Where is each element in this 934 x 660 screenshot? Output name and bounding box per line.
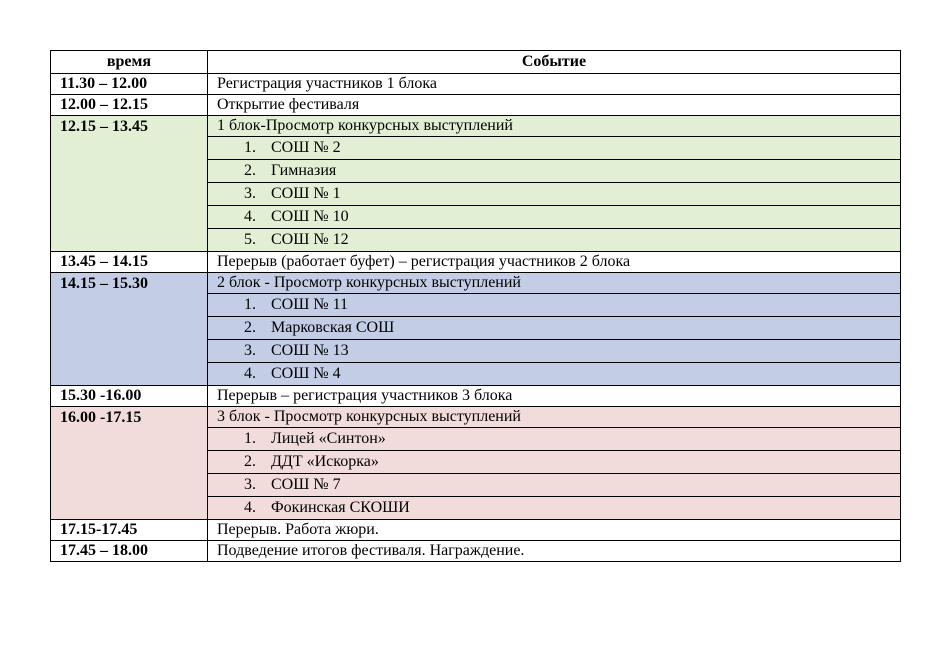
row-event: Перерыв (работает буфет) – регистрация участников 2 блока [208, 252, 901, 273]
item-name: СОШ № 12 [271, 231, 349, 248]
row-event: Регистрация участников 1 блока [208, 74, 901, 95]
item-name: ДДТ «Искорка» [271, 453, 379, 470]
item-name: Гимназия [271, 162, 337, 179]
item-number: 2. [244, 453, 256, 470]
item-name: СОШ № 1 [271, 185, 341, 202]
item-name: СОШ № 4 [271, 365, 341, 382]
block-3-title-row [51, 407, 901, 428]
item-name: СОШ № 10 [271, 208, 349, 225]
item-number: 1. [244, 296, 256, 313]
block-3-title: 3 блок - Просмотр конкурсных выступлений [208, 407, 901, 428]
item-number: 3. [244, 342, 256, 359]
block-2-title-row [51, 273, 901, 294]
row-time: 12.00 – 12.15 [51, 95, 208, 116]
item-name: СОШ № 7 [271, 476, 341, 493]
item-name: СОШ № 13 [271, 342, 349, 359]
block-3-time: 16.00 -17.15 [51, 407, 208, 520]
item-number: 1. [244, 430, 256, 447]
block-2-title: 2 блок - Просмотр конкурсных выступлений [208, 273, 901, 294]
item-number: 3. [244, 476, 256, 493]
item-name: Лицей «Синтон» [271, 430, 386, 447]
item-number: 3. [244, 185, 256, 202]
row-time: 17.45 – 18.00 [51, 541, 208, 562]
block-2-time: 14.15 – 15.30 [51, 273, 208, 386]
item-name: Фокинская СКОШИ [271, 499, 410, 516]
schedule-row [51, 74, 901, 95]
header-event: Событие [208, 51, 901, 74]
item-number: 5. [244, 231, 256, 248]
row-time: 13.45 – 14.15 [51, 252, 208, 273]
schedule-row [51, 95, 901, 116]
block-1-title-row [51, 116, 901, 137]
row-event: Открытие фестиваля [208, 95, 901, 116]
schedule-row [51, 252, 901, 273]
schedule-table [50, 50, 901, 562]
row-event: Подведение итогов фестиваля. Награждение. [208, 541, 901, 562]
block-1-title: 1 блок-Просмотр конкурсных выступлений [208, 116, 901, 137]
schedule-row [51, 386, 901, 407]
item-name: СОШ № 11 [271, 296, 349, 313]
header-row [51, 51, 901, 74]
item-name: СОШ № 2 [271, 139, 341, 156]
item-number: 4. [244, 499, 256, 516]
row-time: 11.30 – 12.00 [51, 74, 208, 95]
row-event: Перерыв – регистрация участников 3 блока [208, 386, 901, 407]
item-number: 2. [244, 162, 256, 179]
row-time: 15.30 -16.00 [51, 386, 208, 407]
schedule-row [51, 520, 901, 541]
item-name: Марковская СОШ [271, 319, 395, 336]
item-number: 2. [244, 319, 256, 336]
schedule-row [51, 541, 901, 562]
item-number: 4. [244, 208, 256, 225]
block-1-time: 12.15 – 13.45 [51, 116, 208, 252]
row-time: 17.15-17.45 [51, 520, 208, 541]
item-number: 4. [244, 365, 256, 382]
item-number: 1. [244, 139, 256, 156]
row-event: Перерыв. Работа жюри. [208, 520, 901, 541]
header-time: время [51, 51, 208, 74]
